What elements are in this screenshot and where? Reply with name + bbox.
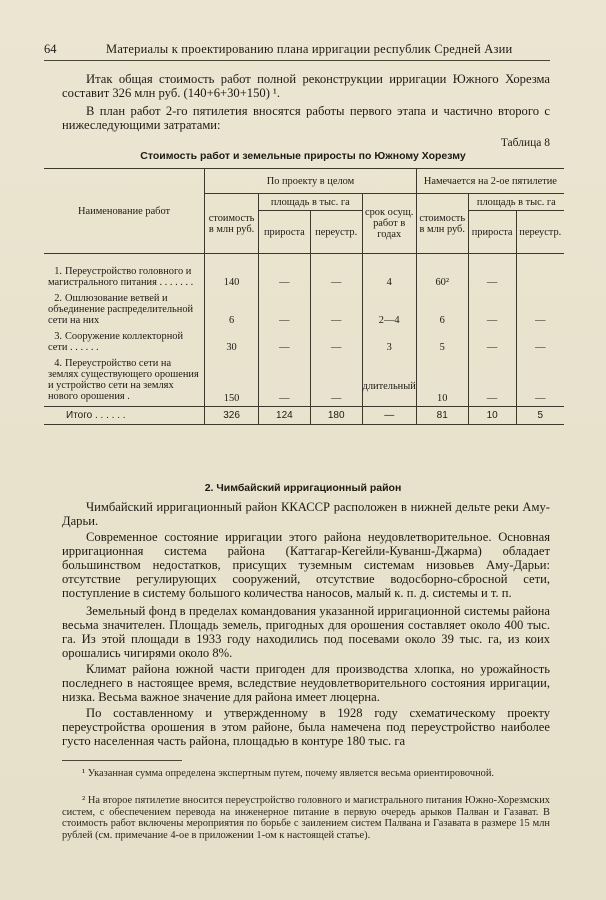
section-title: 2. Чимбайский ирригационный район [204,482,402,494]
th-cost: стоимость в млн руб. [205,194,259,254]
section-paragraph-3: Земельный фонд в пределах командования указанной ирригационной системы района весьма значителен. Площадь земель, пригодных для орошения составляет около 400 тыс. га. Из этой площади в 1933 году находились под посевами около 39 тыс. га, из коих орошались чигирями около 8%. [62,604,550,660]
footnote-rule [62,760,182,761]
th-rebuild-2: переустр. [516,211,564,254]
section-paragraph-2: Современное состояние ирригации этого района неудовлетворительное. Основная ирригационная система района (Каттагар-Кегейли-Куванш-Джарма) обладает большинством недостатков, присущих туземным системам низовьев Аму-Дарьи: отсутствие регулирующих сооружений, отсутствие водосборно-сбросной сети, поступление в систему большого количества наносов, малый к. п. д. системы и т. п. [62,530,550,600]
table-row: 3. Сооружение коллекторной сети . . . . . . 30 — — 3 5 — — [44,328,564,355]
th-rebuild: переустр. [310,211,362,254]
th-term: срок осущ. работ в годах [362,194,416,254]
footnote-1: ¹ Указанная сумма определена экспертным путем, почему является весьма ориентировочной. [82,768,494,779]
running-title: Материалы к проектированию плана ирригации республик Средней Азии [106,42,513,56]
table-row: 2. Ошлюзование ветвей и объединение распределительной сети на них 6 — — 2—4 6 — — [44,290,564,328]
th-name: Наименование работ [44,169,205,254]
section-paragraph-5: По составленному и утвержденному в 1928 году схематическому проекту переустройства орошения в этом районе, была намечена под переустройство наиболее густо населенная часть района, площадью в контуре 180 тыс. га [62,706,550,748]
th-increase: прироста [258,211,310,254]
table-row: 1. Переустройство головного и магистрального питания . . . . . . . 140 — — 4 60² — [44,254,564,291]
th-increase-2: прироста [468,211,516,254]
table-total-row: Итого . . . . . . 326 124 180 — 81 10 5 [44,407,564,425]
section-paragraph-4: Климат района южной части пригоден для производства хлопка, но урожайность последнего в настоящее время, вследствие неудовлетворительного состояния ирригации, низка. Весьма важное значение для района имеет люцерна. [62,662,550,704]
header-rule [44,60,550,61]
th-cost-2: стоимость в млн руб. [416,194,468,254]
intro-paragraph-1: Итак общая стоимость работ полной реконструкции ирригации Южного Хорезма составит 326 млн руб. (140+6+30+150) ¹. [62,72,550,100]
th-by-project: По проекту в целом [205,169,417,194]
th-area-2: площадь в тыс. га [468,194,564,211]
th-planned-2nd: Намечается на 2-ое пятилетие [416,169,564,194]
table-title: Стоимость работ и земельные приросты по Южному Хорезму [140,150,466,162]
section-paragraph-1: Чимбайский ирригационный район ККАССР расположен в нижней дельте реки Аму-Дарьи. [62,500,550,528]
cost-table [44,168,564,425]
table-number: Таблица 8 [500,137,550,149]
intro-paragraph-2: В план работ 2-го пятилетия вносятся работы первого этапа и частично второго с нижеследующими затратами: [62,104,550,132]
table-row: 4. Переустройство сети на землях существующего орошения и устройство сети на землях нового орошения . 150 — — длительный 10 — — [44,355,564,407]
footnote-2: ² На второе пятилетие вносится переустройство головного и магистрального питания Южно-Хорезмских систем, с обеспечением перевода на инженерное питание в первую очередь арыков Палван и Газават. В стоимость работ включены мероприятия по борьбе с заилением систем Палвана и Газавата в размере 15 млн рублей (см. примечание 4-ое в приложении 1-ом к настоящей статье). [62,795,550,841]
th-area: площадь в тыс. га [258,194,362,211]
page-number: 64 [44,42,57,56]
